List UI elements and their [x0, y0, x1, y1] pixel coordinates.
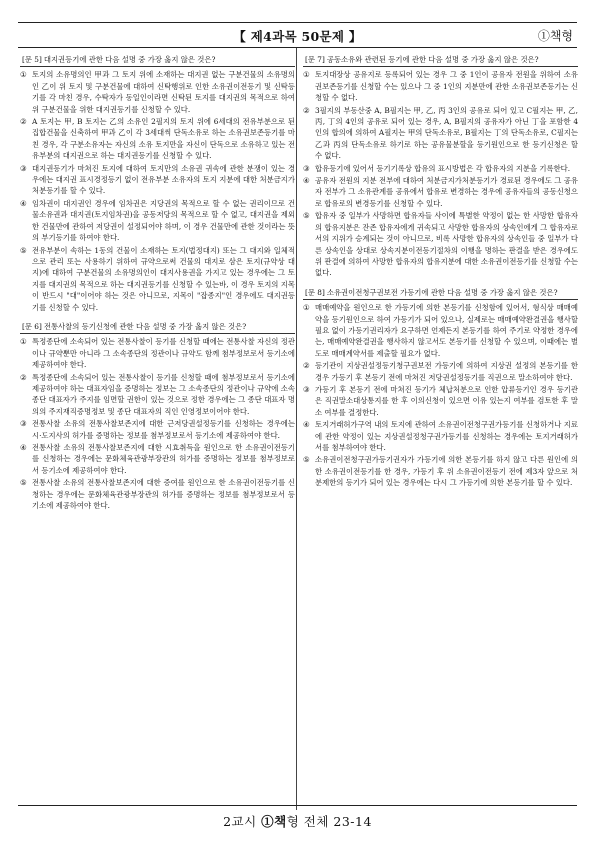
header-rule — [18, 47, 577, 48]
question-number: [문 8] — [305, 287, 325, 297]
answer-option[interactable] — [303, 105, 578, 162]
question-8 — [303, 287, 578, 489]
option-marker: ① — [303, 70, 310, 80]
option-marker: ⑤ — [303, 455, 310, 465]
question-5 — [20, 54, 295, 313]
option-marker: ② — [303, 361, 310, 371]
answer-option[interactable] — [20, 336, 295, 370]
option-marker: ⑤ — [303, 211, 310, 221]
answer-option[interactable] — [303, 454, 578, 488]
answer-option[interactable] — [303, 384, 578, 418]
option-text: 공유자 전원의 지분 전부에 대하여 처분금지가처분등기가 경료된 경우에도 그 공유자 전부가 그 소유관계를 공유에서 합유로 변경하는 경우에 공유자들의 공동신청으로 합유로의 변경등기를 신청할 수 있다. — [315, 176, 578, 208]
option-text: 토지대장상 공유지로 등록되어 있는 경우 그 중 1인이 공유자 전원을 위하여 소유권보존등기를 신청할 수는 있으나 그 중 1인의 지분만에 관한 소유권보존등기는 신청할 수 없다. — [315, 70, 578, 103]
option-text: 전유부분이 속하는 1동의 건물이 소재하는 토지(법정대지) 또는 그 대지와 일체적으로 관리 또는 사용하기 위하여 규약으로써 건물의 대지로 삼은 토지(규약상 대지)에 대하여 구분건물의 소유명의인이 대지사용권을 가지고 있는 경우에는 그 토지를 대지권의 목적으로 하는 대지권등기를 신청할 수 있는바, 이 경우 토지의 지목이 반드시 "대"이어야 하는 것은 아니므로, 지목이 "잡종지"인 경우에도 대지권등기를 신청할 수 있다. — [32, 245, 295, 312]
question-number: [문 7] — [305, 55, 325, 64]
option-text: 대지권등기가 마쳐진 토지에 대하여 토지만의 소유권 귀속에 관한 분쟁이 있는 경우에는 대지권 표시경정등기 없이 전유부분 소유자의 토지 지분에 대한 처분금지가처분등기를 할 수 있다. — [32, 163, 295, 196]
option-marker: ④ — [303, 420, 310, 430]
question-stem — [20, 54, 295, 67]
question-stem — [303, 54, 578, 67]
answer-option[interactable] — [20, 372, 295, 418]
footer-booklet: ①책 — [261, 814, 287, 829]
answer-option[interactable] — [20, 198, 295, 244]
option-marker: ④ — [20, 443, 27, 452]
answer-option[interactable] — [303, 69, 578, 103]
option-marker: ① — [303, 303, 310, 313]
booklet-type: ①책형 — [537, 29, 573, 43]
option-marker: ② — [20, 117, 27, 127]
answer-option[interactable] — [20, 442, 295, 476]
answer-option[interactable] — [20, 116, 295, 162]
answer-option[interactable] — [303, 175, 578, 209]
footer-rule — [18, 805, 577, 806]
question-text: 전통사찰의 등기신청에 관한 다음 설명 중 가장 옳지 않은 것은? — [43, 321, 247, 331]
option-text: 특정종단에 소속되어 있는 전통사찰이 등기를 신청할 때에는 전통사찰 자신의 정관이나 규약뿐만 아니라 그 소속종단의 정관이나 규약도 함께 첨부정보로서 등기소에 제공하여야 한다. — [32, 337, 295, 370]
answer-option[interactable] — [20, 477, 295, 511]
question-stem — [20, 321, 295, 334]
option-text: 합유자 중 일부가 사망하면 합유자들 사이에 특별한 약정이 없는 한 사망한 합유자의 합유지분은 잔존 합유자에게 귀속되고 사망한 합유자의 상속인에게 그 합유자로서의 지위가 승계되는 것이 아니므로, 비록 사망한 합유자의 상속인들 중 일부가 다른 상속인을 상대로 상속지분이전등기절차의 이행을 명하는 판결을 받은 경우에도 위 판결에 의하여 사망한 합유자의 합유지분에 대한 소유권이전등기를 신청할 수는 없다. — [315, 211, 578, 278]
left-column — [20, 54, 295, 519]
option-text: 특정종단에 소속되어 있는 전통사찰이 등기를 신청할 때에 첨부정보로서 등기소에 제공하여야 하는 대표자임을 증명하는 정보는 그 소속종단의 정관이나 규약에 소속종단 대표자가 주지를 임면할 권한이 있는 것으로 정한 경우에는 그 종단 대표자 명의의 주지재직증명정보 및 종단 대표자의 직인 인영정보이어야 한다. — [32, 372, 295, 416]
option-text: 토지거래허가구역 내의 토지에 관하여 소유권이전청구권가등기를 신청하거나 지료에 관한 약정이 있는 지상권설정청구권가등기를 신청하는 경우에는 토지거래허가서를 첨부하여야 한다. — [315, 420, 578, 452]
question-number: [문 5] — [22, 55, 42, 64]
question-stem — [303, 287, 578, 300]
subject-title: 【 제4과목 50문제 】 — [233, 29, 362, 44]
option-marker: ③ — [303, 163, 310, 173]
question-7 — [303, 54, 578, 279]
question-text: 대지권등기에 관한 다음 설명 중 가장 옳지 않은 것은? — [43, 55, 216, 64]
top-rule — [18, 22, 577, 23]
option-text: 3필지의 부동산중 A, B필지는 甲, 乙, 丙 3인의 공유로 되어 있고 C필지는 甲, 乙, 丙, 丁의 4인의 공유로 되어 있는 경우, A, B필지의 공유자가 아닌 丁을 포함한 4인의 합의에 의하여 A필지는 甲의 단독소유로, B필지는 丁의 단독소유로, C필지는 乙과 丙의 단독소유로 하기로 하는 공유물분할을 등기원인으로 한 등기신청은 할 수 없다. — [315, 105, 578, 161]
option-text: A 토지는 甲, B 토지는 乙의 소유인 2필지의 토지 위에 6세대의 전유부분으로 된 집합건물을 신축하여 甲과 乙이 각 3세대씩 단독소유로 하는 소유권보존등기를 마친 경우, 각 구분소유자는 자신의 소유 토지만을 자신이 단독으로 소유하고 있는 전유부분의 대지권으로 하는 대지권등기를 신청할 수 있다. — [32, 117, 295, 161]
footer-page: 형 전체 23-14 — [286, 814, 372, 829]
option-text: 합유등기에 있어서 등기기록상 합유의 표시방법은 각 합유자의 지분을 기록한다. — [315, 163, 571, 173]
page-footer — [0, 812, 595, 830]
option-text: 등기관이 지상권설정등기청구권보전 가등기에 의하여 지상권 설정의 본등기를 한 경우 가등기 후 본등기 전에 마쳐진 저당권설정등기를 직권으로 말소하여야 한다. — [315, 361, 578, 382]
answer-option[interactable] — [20, 163, 295, 197]
option-text: 전통사찰 소유의 전통사찰보존지에 대한 증여를 원인으로 한 소유권이전등기를 신청하는 경우에는 문화체육관광부장관의 허가를 증명하는 정보를 첨부정보로서 등기소에 제공하여야 한다. — [32, 478, 295, 511]
answer-option[interactable] — [20, 418, 295, 441]
option-marker: ② — [20, 372, 27, 382]
answer-option[interactable] — [303, 210, 578, 278]
option-text: 임차권이 대지권인 경우에 임차권은 지당권의 목적으로 할 수 없는 권리이므로 건물소유권과 대지권(토지임차권)을 공동저당의 목적으로 할 수 없고, 대지권을 제외한 건물만에 관하여 저당권이 설정되어야 하며, 이 경우 건물만에 관한 것이라는 뜻의 부기등기를 하여야 한다. — [32, 198, 295, 243]
option-marker: ⑤ — [20, 245, 27, 255]
option-marker: ③ — [303, 384, 310, 394]
footer-session: 2교시 — [223, 814, 262, 829]
option-text: 전통사찰 소유의 전통사찰보존지에 대한 근저당권설정등기를 신청하는 경우에는 시·도지사의 허가를 증명하는 정보를 첨부정보로서 등기소에 제공하여야 한다. — [32, 419, 295, 440]
answer-option[interactable] — [20, 245, 295, 313]
question-number: [문 6] — [22, 321, 42, 331]
option-marker: ③ — [20, 163, 27, 173]
option-text: 토지의 소유명의인 甲과 그 토지 위에 소재하는 대지권 없는 구분건물의 소유명의인 乙이 위 토지 및 구분건물에 대하여 신탁행위로 인한 소유권이전등기 및 신탁등기를 각 마친 경우, 수탁자가 동일인이라면 신탁된 토지를 대지권의 목적으로 하여 위 구분건물을 위한 대지권등기를 신청할 수 있다. — [32, 70, 295, 114]
option-marker: ④ — [303, 176, 310, 186]
option-marker: ③ — [20, 419, 27, 429]
answer-option[interactable] — [20, 69, 295, 115]
option-text: 가등기 후 본등기 전에 마쳐진 등기가 체납처분으로 인한 압류등기인 경우 등기관은 직권말소대상통지를 한 후 이의신청이 있으면 이유 있는지 여부를 검토한 후 말소 여부를 결정한다. — [315, 384, 578, 417]
option-marker: ② — [303, 105, 310, 115]
page-header — [18, 27, 577, 47]
answer-option[interactable] — [303, 302, 578, 359]
right-column — [303, 54, 578, 497]
answer-option[interactable] — [303, 419, 578, 453]
option-marker: ④ — [20, 198, 27, 208]
option-text: 전통사찰 소유의 전통사찰보존지에 대한 시효취득을 원인으로 한 소유권이전등기를 신청하는 경우에는 문화체육관광부장관의 허가를 증명하는 정보를 첨부정보로서 등기소에 제공하여야 한다. — [32, 443, 295, 475]
option-text: 매매예약을 원인으로 한 가등기에 의한 본등기를 신청함에 있어서, 형식상 매매예약을 등기원인으로 하여 가등기가 되어 있으나, 실제로는 매매예약완결권을 행사할 필요 없이 가등기권리자가 요구하면 언제든지 본등기를 하여 주기로 약정한 경우에는, 매매예약완결권을 행사하지 않고서도 본등기를 신청할 수 있으며, 이때에는 별도로 매매계약서를 제출할 필요가 없다. — [315, 303, 578, 358]
answer-option[interactable] — [303, 360, 578, 383]
question-text: 소유권이전청구권보전 가등기에 관한 다음 설명 중 가장 옳지 않은 것은? — [326, 287, 558, 297]
option-marker: ⑤ — [20, 478, 27, 488]
option-marker: ① — [20, 337, 27, 347]
option-text: 소유권이전청구권가등기권자가 가등기에 의한 본등기를 하지 않고 다른 원인에 의한 소유권이전등기를 한 경우, 가등기 후 위 소유권이전등기 전에 제3자 앞으로 처분제한의 등기가 되어 있는 경우에는 다시 그 가등기에 의한 본등기를 할 수 있다. — [315, 455, 578, 488]
answer-option[interactable] — [303, 163, 578, 174]
question-6 — [20, 321, 295, 512]
option-marker: ① — [20, 70, 27, 80]
question-text: 공동소유와 관련된 등기에 관한 다음 설명 중 가장 옳지 않은 것은? — [326, 55, 539, 64]
column-divider — [296, 48, 297, 810]
